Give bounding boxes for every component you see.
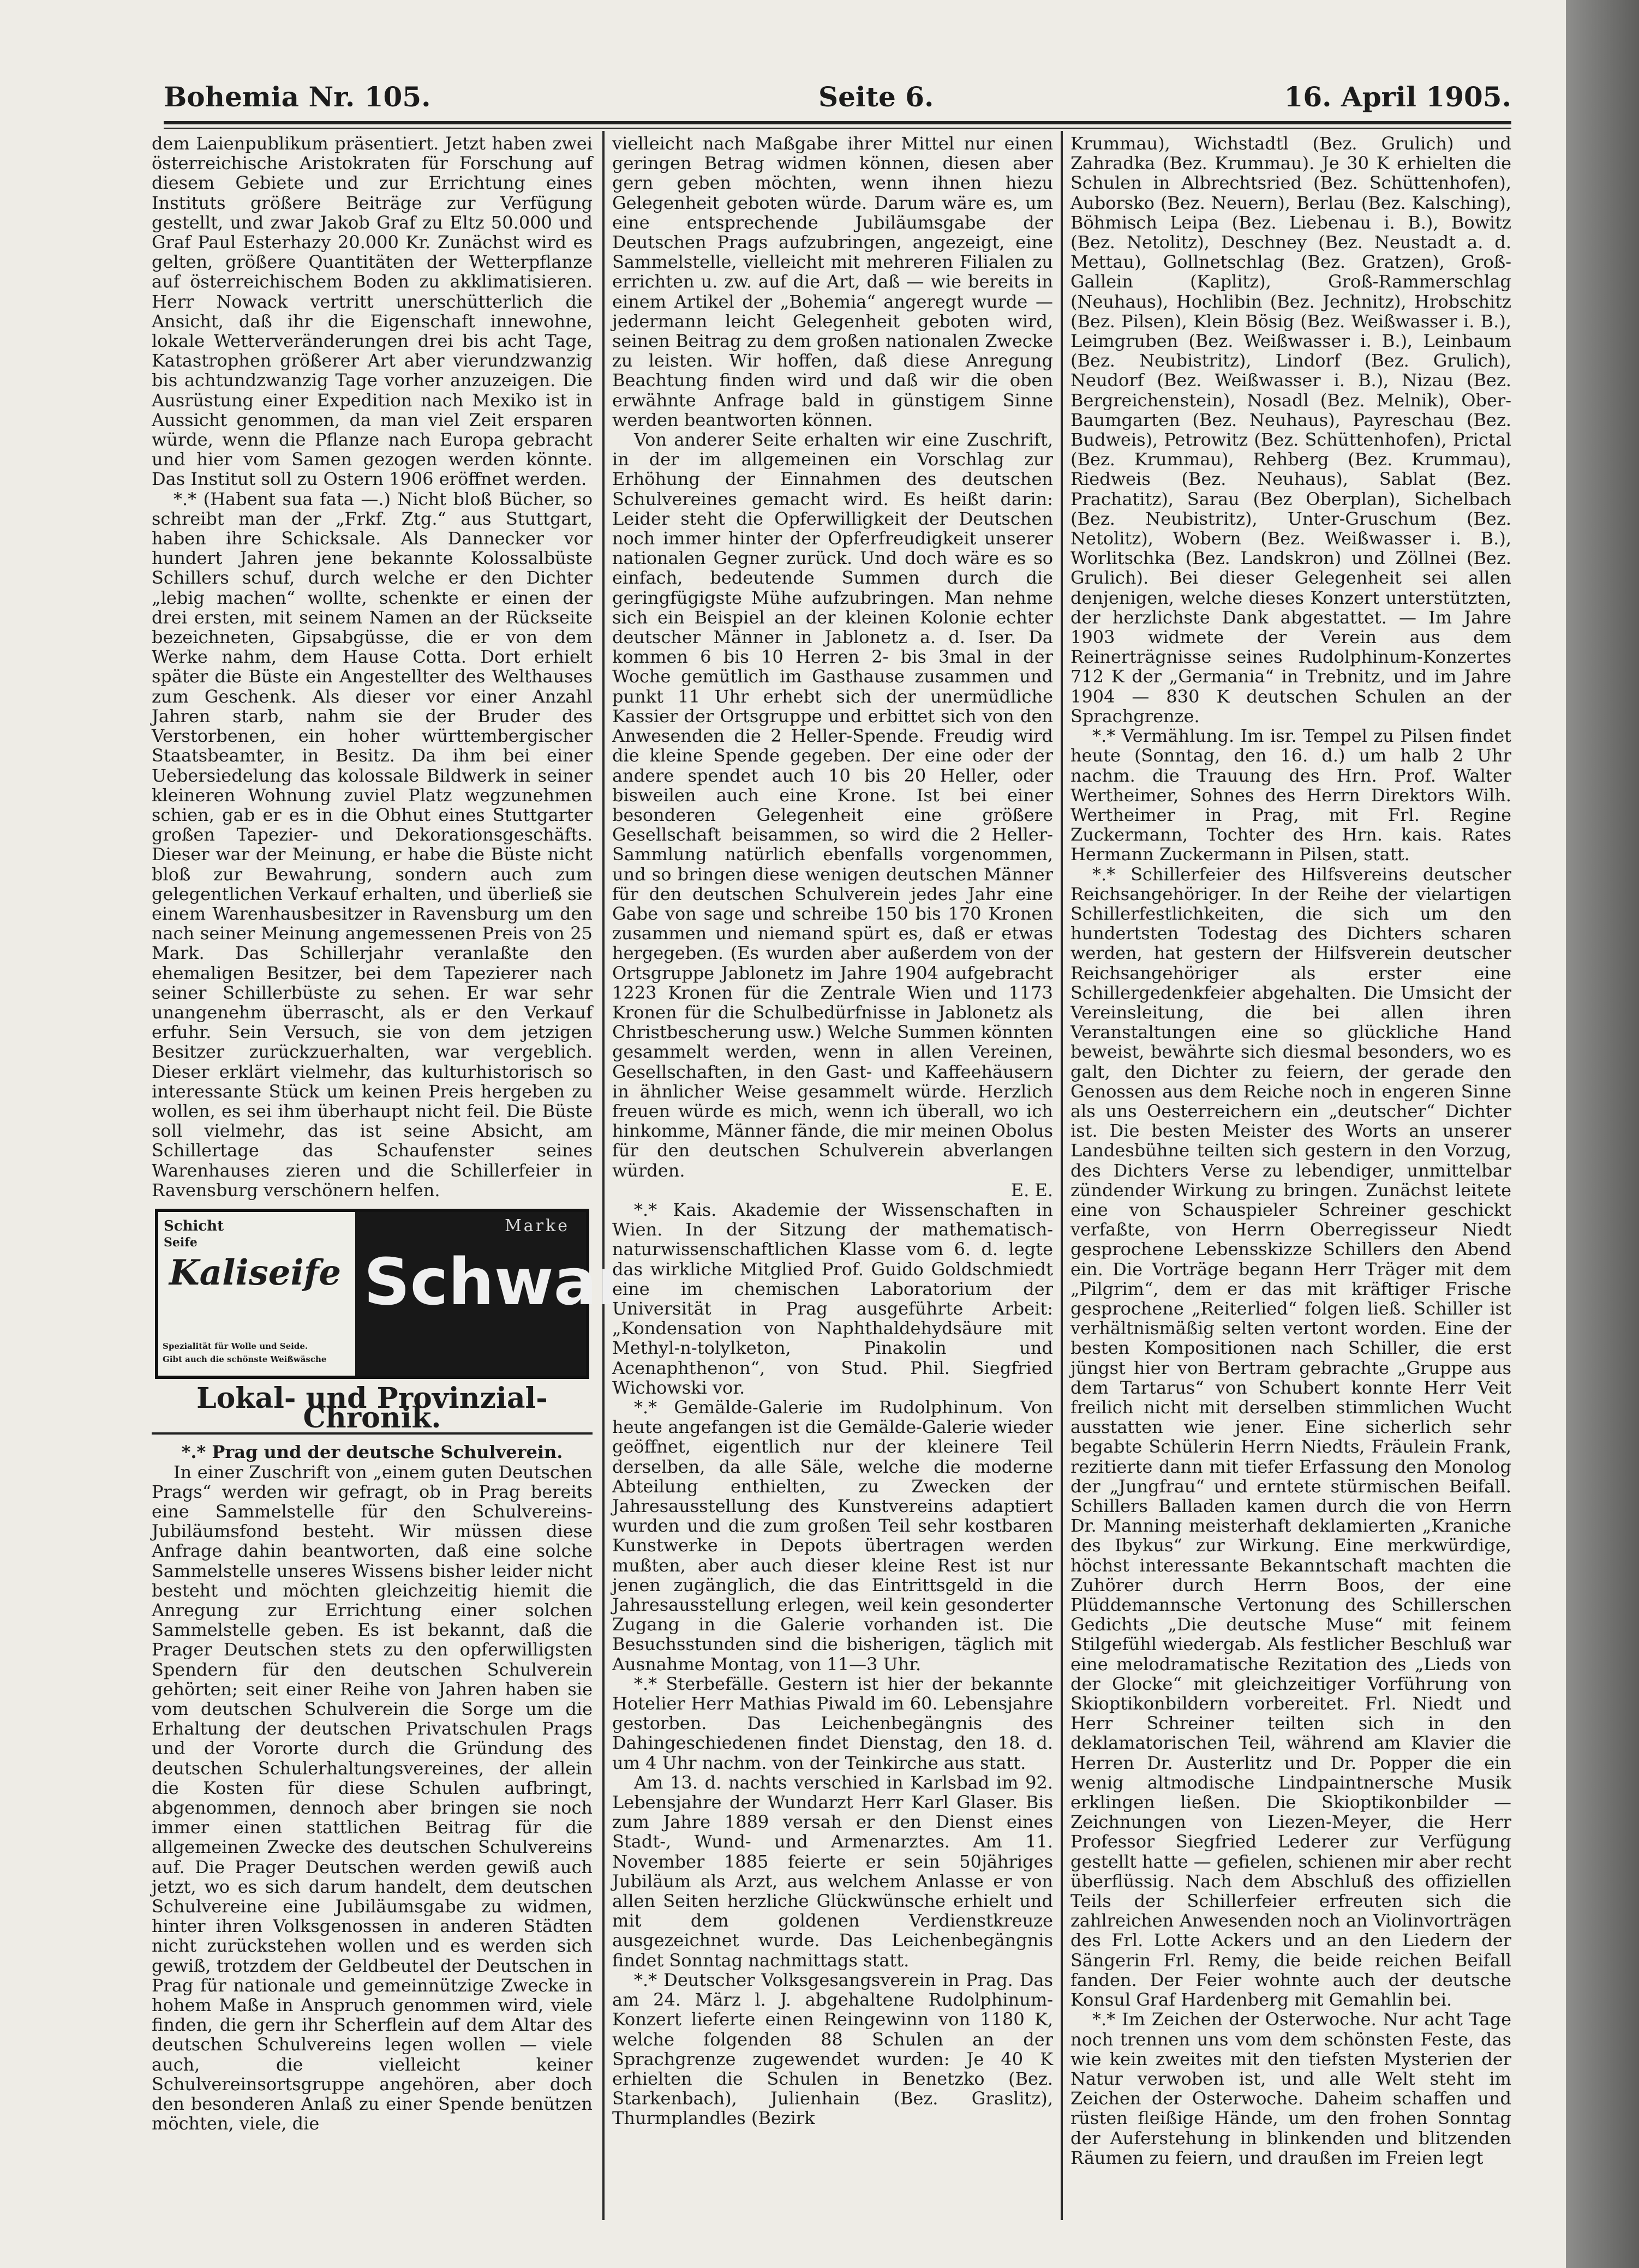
column-divider-2 [1061, 131, 1063, 2220]
ad-specialty-text: Spezialität für Wolle und Seide. [163, 1341, 308, 1351]
scan-background-edge [1566, 0, 1639, 2268]
column-divider-1 [602, 131, 605, 2220]
ad-right-panel [355, 1212, 643, 1376]
ad-schwan-logo: Schwan [363, 1244, 643, 1319]
ad-seife-text: Seife [164, 1235, 198, 1250]
article-paragraph: *.* Kais. Akademie der Wissenschaften in Wien. In der Sitzung der mathematisch-naturwissenschaftlichen Klasse vom 6. d. legte das wirkliche Mitglied Prof. Guido Goldschmiedt eine im chemischen Laboratorium der Universität in Prag ausgeführte Arbeit: „Kondensation von Naphthaldehydsäure mit Methyl-n-tolylketon, Pinakolin und Acenaphthenon“, von Stud. Phil. Siegfried Wichowski vor. [612, 1199, 1053, 1398]
article-paragraph: *.* (Habent sua fata —.) Nicht bloß Bücher, so schreibt man der „Frkf. Ztg.“ aus Stuttgart, haben ihre Schicksale. Als Dannecker vor hundert Jahren jene bekannte Kolossalbüste Schillers schuf, durch welche er den Dichter „lebig machen“ wollte, schenkte er einen der drei ersten, mit seinem Namen an der Rückseite bezeichneten, Gipsabgüsse, die er von dem Werke nahm, dem Hause Cotta. Dort erhielt später die Büste ein Angestellter des Welthauses zum Geschenk. Als dieser vor einer Anzahl Jahren starb, nahm sie der Bruder des Verstorbenen, ein hoher württembergischer Staatsbeamter, in Besitz. Da ihm bei einer Uebersiedelung das kolossale Bildwerk in seiner kleineren Wohnung zuviel Platz wegzunehmen schien, gab er es in die Obhut eines Stuttgarter großen Tapezier- und Dekorationsgeschäfts. Dieser war der Meinung, er habe die Büste nicht bloß zur Bewahrung, sondern auch zum gelegentlichen Verkauf erhalten, und überließ sie einem Warenhausbesitzer in Ravensburg um den nach seiner Meinung angemessenen Preis von 25 Mark. Das Schillerjahr veranlaßte den ehemaligen Besitzer, bei dem Tapezierer nach seiner Schillerbüste zu sehen. Er war sehr unangenehm überrascht, als er den Verkauf erfuhr. Sein Versuch, sie von dem jetzigen Besitzer zurückzuerhalten, war vergeblich. Dieser erklärt vielmehr, das kulturhistorisch so interessante Stück um keinen Preis hergeben zu wollen, es sei ihm überhaupt nicht feil. Die Büste soll vielmehr, das ist seine Absicht, am Schillertage das Schaufenster seines Warenhauses zieren und die Schillerfeier in Ravensburg verschönern helfen. [152, 488, 593, 1201]
ad-left-panel [158, 1212, 355, 1376]
article-paragraph: *.* Schillerfeier des Hilfsvereins deutscher Reichsangehöriger. In der Reihe der vielartigen Schillerfestlichkeiten, die sich um den hundertsten Todestag des Dichters scharen werden, hat gestern der Hilfsverein deutscher Reichsangehöriger als erster eine Schillergedenkfeier abgehalten. Die Umsicht der Vereinsleitung, die bei allen ihren Veranstaltungen eine so glückliche Hand beweist, bewährte sich diesmal besonders, wo es galt, den Dichter zu feiern, der gerade den Genossen aus dem Reiche noch in engeren Sinne als uns Oesterreichern ein „deutscher“ Dichter ist. Die besten Meister des Worts an unserer Landesbühne teilten sich gestern in den Vorzug, des Dichters Verse zu lebendiger, unmittelbar zündender Wirkung zu bringen. Zunächst leitete eine von Schauspieler Schreiner geschickt verfaßte, von Herrn Oberregisseur Niedt gesprochene Lebensskizze Schillers den Abend ein. Die Vorträge begann Herr Träger mit dem „Pilgrim“, dem er das mit kräftiger Frische gesprochene „Reiterlied“ folgen ließ. Schiller ist verhältnismäßig selten vertont worden. Eine der besten Kompositionen nach Schiller, die erst jüngst hier von Bertram gebrachte „Gruppe aus dem Tartarus“ von Schubert konnte Herr Veit freilich nicht mit derselben stimmlichen Wucht ausstatten wie jener. Eine sicherlich sehr begabte Schülerin Herrn Niedts, Fräulein Frank, rezitierte dann mit tiefer Erfassung den Monolog der „Jungfrau“ und erntete stürmischen Beifall. Schillers Balladen kamen durch die von Herrn Dr. Manning meisterhaft deklamierten „Kraniche des Ibykus“ zur Wirkung. Eine merkwürdige, höchst interessante Bekanntschaft machten die Zuhörer durch Herrn Boos, der eine Plüddemannsche Vertonung des Schillerschen Gedichts „Die deutsche Muse“ mit feinem Stilgefühl wiedergab. Als festlicher Beschluß war eine melodramatische Rezitation des „Lieds von der Glocke“ mit gleichzeitiger Vorführung von Skioptikonbildern vorbereitet. Frl. Niedt und Herr Schreiner teilten sich in den deklamatorischen Teil, während am Klavier die Herren Dr. Austerlitz und Dr. Popper die ein wenig altmodische Lindpaintnersche Musik erklingen ließen. Die Skioptikonbilder — Zeichnungen von Liezen-Meyer, die Herr Professor Siegfried Lederer zur Verfügung gestellt hatte — gefielen, schienen mir aber recht überflüssig. Nach dem Abschluß des offiziellen Teils der Schillerfeier erfreuten sich die zahlreichen Anwesenden noch an Violinvorträgen des Frl. Lotte Ackers und an den Liedern der Sängerin Frl. Remy, die beide reichen Beifall fanden. Der Feier wohnte auch der deutsche Konsul Graf Hardenberg mit Gemahlin bei. [1070, 863, 1511, 2011]
header-paper-number: Bohemia Nr. 105. [164, 81, 431, 113]
page-header [164, 81, 1511, 120]
ad-whitewash-text: Gibt auch die schönste Weißwäsche [163, 1354, 327, 1364]
header-date: 16. April 1905. [1284, 81, 1511, 113]
header-page-number: Seite 6. [818, 81, 934, 113]
article-paragraph: Krummau), Wichstadtl (Bez. Grulich) und Zahradka (Bez. Krummau). Je 30 K erhielten die Schulen in Albrechtsried (Bez. Schüttenhofen), Auborsko (Bez. Neuern), Berlau (Bez. Kalsching), Böhmisch Leipa (Bez. Liebenau i. B.), Bowitz (Bez. Netolitz), Deschney (Bez. Neustadt a. d. Mettau), Gollnetschlag (Bez. Gratzen), Groß-Gallein (Kaplitz), Groß-Rammerschlag (Neuhaus), Hochlibin (Bez. Jechnitz), Hrobschitz (Bez. Pilsen), Klein Bösig (Bez. Weißwasser i. B.), Leimgruben (Bez. Weißwasser i. B.), Leinbaum (Bez. Neubistritz), Lindorf (Bez. Grulich), Neudorf (Bez. Weißwasser i. B.), Nizau (Bez. Bergreichenstein), Nosadl (Bez. Melnik), Ober-Baumgarten (Bez. Neuhaus), Payreschau (Bez. Budweis), Petrowitz (Bez. Schüttenhofen), Prictal (Bez. Krummau), Rehberg (Bez. Krummau), Riedweis (Bez. Neuhaus), Sablat (Bez. Prachatitz), Sarau (Bez Oberplan), Sichelbach (Bez. Neubistritz), Unter-Gruschum (Bez. Netolitz), Wobern (Bez. Weißwasser i. B.), Worlitschka (Bez. Landskron) und Zöllnei (Bez. Grulich). Bei dieser Gelegenheit sei allen denjenigen, welche dieses Konzert unterstützten, der herzlichste Dank abgestattet. — Im Jahre 1903 widmete der Verein aus dem Reinerträgnisse seines Rudolphinum-Konzertes 712 K der „Germania“ in Trebnitz, und im Jahre 1904 — 830 K deutschen Schulen an der Sprachgrenze. [1070, 133, 1511, 727]
ad-schicht-text: Schicht [164, 1217, 224, 1234]
article-paragraph: *.* Vermählung. Im isr. Tempel zu Pilsen findet heute (Sonntag, den 16. d.) um halb 2 Uhr nachm. die Trauung des Hrn. Prof. Walter Wertheimer, Sohnes des Herrn Direktors Wilh. Wertheimer in Prag, mit Frl. Regine Zuckermann, Tochter des Hrn. kais. Rates Hermann Zuckermann in Pilsen, statt. [1070, 725, 1511, 865]
article-paragraph: *.* Im Zeichen der Osterwoche. Nur acht Tage noch trennen uns vom dem schönsten Feste, das wie kein zweites mit den tiefsten Mysterien der Natur verwoben ist, und alle Welt steht im Zeichen der Osterwoche. Daheim schaffen und rüsten fleißige Hände, um den frohen Sonntag der Auferstehung in blinkenden und blitzenden Räumen zu feiern, und draußen im Freien legt [1070, 2009, 1511, 2168]
section-title: Lokal- und Provinzial-Chronik. [152, 1389, 593, 1435]
header-rule [164, 121, 1511, 124]
article-paragraph: Am 13. d. nachts verschied in Karlsbad im 92. Lebensjahre der Wundarzt Herr Karl Glaser. Bis zum Jahre 1889 versah er den Dienst eines Stadt-, Wund- und Armenarztes. Am 11. November 1885 feierte er sein 50jähriges Jubiläum als Arzt, aus welchem Anlasse er von allen Seiten herzliche Glückwünsche erhielt und mit dem goldenen Verdienstkreuze ausgezeichnet wurde. Das Leichenbegängnis findet Sonntag nachmittags statt. [612, 1772, 1053, 1971]
ad-marke-text: Marke [505, 1216, 570, 1235]
article-heading: *.* Prag und der deutsche Schulverein. [181, 1442, 563, 1463]
article-paragraph: *.* Deutscher Volksgesangsverein in Prag. Das am 24. März l. J. abgehaltene Rudolphinum-Konzert lieferte einen Reingewinn von 1180 K, welche folgenden 88 Schulen an der Sprachgrenze zugewendet wurden: Je 40 K erhielten die Schulen in Benetzko (Bez. Starkenbach), Julienhain (Bez. Graslitz), Thurmplandles (Bezirk [612, 1969, 1053, 2129]
column-2 [612, 134, 1053, 2220]
article-paragraph: vielleicht nach Maßgabe ihrer Mittel nur einen geringen Betrag widmen können, diesen aber gern geben möchten, wenn ihnen hiezu Gelegenheit geboten würde. Darum wäre es, um eine entsprechende Jubiläumsgabe der Deutschen Prags aufzubringen, angezeigt, eine Sammelstelle, vielleicht mit mehreren Filialen zu errichten u. zw. auf die Art, daß — wie bereits in einem Artikel der „Bohemia“ angeregt wurde — jedermann leicht Gelegenheit geboten wird, seinen Beitrag zu dem großen nationalen Zwecke zu leisten. Wir hoffen, daß diese Anregung Beachtung finden wird und daß wir die oben erwähnte Anfrage bald in günstigem Sinne werden beantworten können. [612, 133, 1053, 430]
article-paragraph: Von anderer Seite erhalten wir eine Zuschrift, in der im allgemeinen ein Vorschlag zur Erhöhung der Einnahmen des deutschen Schulvereines gemacht wird. Es heißt darin: Leider steht die Opferwilligkeit der Deutschen noch immer hinter der Opferfreudigkeit unserer nationalen Gegner zurück. Und doch wäre es so einfach, bedeutende Summen durch die geringfügigste Mühe aufzubringen. Man nehme sich ein Beispiel an der kleinen Kolonie echter deutscher Männer in Jablonetz a. d. Iser. Da kommen 6 bis 10 Herren 2- bis 3mal in der Woche gemütlich im Gasthause zusammen und punkt 11 Uhr erhebt sich der unermüdliche Kassier der Ortsgruppe und erbittet sich von den Anwesenden die 2 Heller-Spende. Freudig wird die kleine Spende gegeben. Der eine oder der andere spendet auch 10 bis 20 Heller, oder bisweilen auch eine Krone. Ist bei einer besonderen Gelegenheit eine größere Gesellschaft beisammen, so wird die 2 Heller-Sammlung natürlich ebenfalls vorgenommen, und so bringen diese wenigen deutschen Männer für den deutschen Schulverein jedes Jahr eine Gabe von sage und schreibe 150 bis 170 Kronen zusammen und niemand spürt es, daß er etwas hergegeben. (Es wurden aber außerdem von der Ortsgruppe Jablonetz im Jahre 1904 aufgebracht 1223 Kronen für die Zentrale Wien und 1173 Kronen für die Schulbedürfnisse in Jablonetz als Christbescherung usw.) Welche Summen könnten gesammelt werden, wenn in allen Vereinen, Gesellschaften, in den Gast- und Kaffeehäusern in ähnlicher Weise gesammelt würde. Herzlich freuen würde es mich, wenn ich überall, wo ich hinkomme, Männer fände, die mir meinen Obolus für den deutschen Schulverein abverlangen würden. [612, 429, 1053, 1181]
column-1 [152, 133, 643, 2220]
column-3 [1070, 134, 1511, 2220]
article-paragraph: *.* Sterbefälle. Gestern ist hier der bekannte Hotelier Herr Mathias Piwald im 60. Lebensjahre gestorben. Das Leichenbegängnis des Dahingeschiedenen findet Dienstag, den 18. d. um 4 Uhr nachm. von der Teinkirche aus statt. [612, 1673, 1053, 1773]
article-signature: E. E. [1010, 1179, 1053, 1201]
ad-kaliseife-text: Kaliseife [169, 1252, 342, 1293]
kaliseife-advertisement [155, 1209, 643, 1379]
article-paragraph: In einer Zuschrift von „einem guten Deutschen Prags“ werden wir gefragt, ob in Prag bereits eine Sammelstelle für den Schulvereins-Jubiläumsfond besteht. Wir müssen diese Anfrage dahin beantworten, daß eine solche Sammelstelle unseres Wissens bisher leider nicht besteht und möchten gleichzeitig hiemit die Anregung zur Errichtung einer solchen Sammelstelle geben. Es ist bekannt, daß die Prager Deutschen stets zu den opferwilligsten Spendern für den deutschen Schulverein gehörten; seit einer Reihe von Jahren haben sie vom deutschen Schulverein die Sorge um die Erhaltung der deutschen Privatschulen Prags und der Vororte durch die Gründung des deutschen Schulerhaltungsvereines, der allein die Kosten für diese Schulen aufbringt, abgenommen, dennoch aber bringen sie noch immer einen stattlichen Beitrag für die allgemeinen Zwecke des deutschen Schulvereins auf. Die Prager Deutschen werden gewiß auch jetzt, wo es sich darum handelt, dem deutschen Schulvereine eine Jubiläumsgabe zu widmen, hinter ihren Volksgenossen in anderen Städten nicht zurückstehen wollen und es werden sich gewiß, trotzdem der Geldbeutel der Deutschen in Prag für nationale und gemeinnützige Zwecke in hohem Maße in Anspruch genommen wird, viele finden, die gern ihr Scherflein auf dem Altar des deutschen Schulvereins legen wollen — viele auch, die vielleicht keiner Schulvereinsortsgruppe angehören, aber doch den besonderen Anlaß zu einer Spende benützen möchten, viele, die [152, 1461, 593, 2134]
article-paragraph: *.* Gemälde-Galerie im Rudolphinum. Von heute angefangen ist die Gemälde-Galerie wieder geöffnet, eigentlich nur der kleinere Teil derselben, da alle Säle, welche die moderne Abteilung enthielten, zu Zwecken der Jahresausstellung des Kunstvereins adaptiert wurden und die zum großen Teil sehr kostbaren Kunstwerke in Depots übertragen werden mußten, aber auch dieser kleine Rest ist nur jenen zugänglich, die das Eintrittsgeld in die Jahresausstellung erlegen, weil kein gesonderter Zugang in die Galerie vorhanden ist. Die Besuchsstunden sind die bisherigen, täglich mit Ausnahme Montag, von 11—3 Uhr. [612, 1397, 1053, 1675]
article-paragraph: dem Laienpublikum präsentiert. Jetzt haben zwei österreichische Aristokraten für Forschung auf diesem Gebiete und zur Errichtung eines Instituts größere Beiträge zur Verfügung gestellt, und zwar Jakob Graf zu Eltz 50.000 und Graf Paul Esterhazy 20.000 Kr. Zunächst wird es gelten, größere Quantitäten der Wetterpflanze auf österreichischem Boden zu akklimatisieren. Herr Nowack vertritt unerschütterlich die Ansicht, daß ihr die Eigenschaft innewohne, lokale Wetterveränderungen drei bis acht Tage, Katastrophen größerer Art aber vierundzwanzig bis achtundzwanzig Tage vorher anzuzeigen. Die Ausrüstung einer Expedition nach Mexiko ist in Aussicht genommen, da man viel Zeit ersparen würde, wenn die Pflanze nach Europa gebracht und hier vom Samen gezogen werden könnte. Das Institut soll zu Ostern 1906 eröffnet werden. [152, 133, 593, 490]
header-rule-thin [164, 128, 1511, 129]
